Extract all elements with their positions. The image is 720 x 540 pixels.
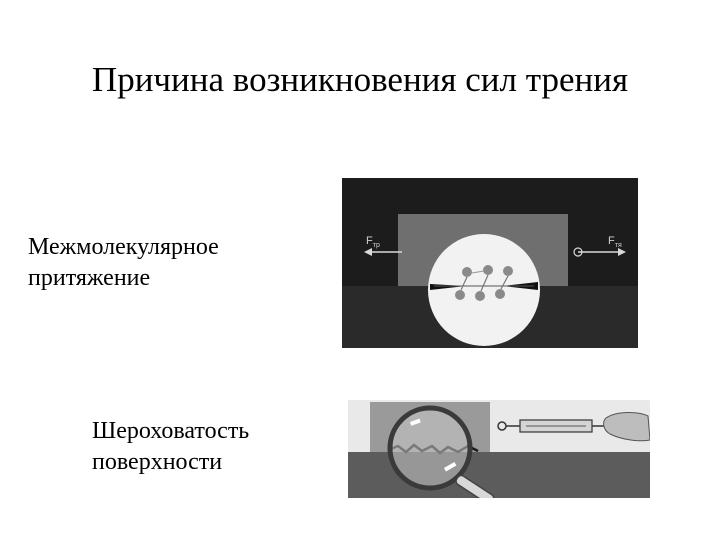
friction-force-label: $F_{тр}$ [366,235,380,249]
surface-roughness-illustration [348,400,650,498]
molecule [503,266,513,276]
surface-roughness-figure [348,400,650,498]
intermolecular-attraction-illustration [342,178,638,348]
molecule [483,265,493,275]
caption-line: Шероховатость [92,418,250,444]
caption-line: Межмолекулярное [28,234,219,260]
caption-line: притяжение [28,265,151,291]
magnifier-view [428,234,540,346]
molecule [462,267,472,277]
slide-title: Причина возникновения сил трения [91,60,629,99]
caption-line: поверхности [92,449,223,475]
pulling-force-label: $F_{тя}$ [608,235,622,249]
intermolecular-attraction-figure [342,178,638,348]
caption-intermolecular-attraction [28,232,219,294]
molecule [475,291,485,301]
molecule [455,290,465,300]
caption-surface-roughness [92,416,249,478]
molecule [495,289,505,299]
